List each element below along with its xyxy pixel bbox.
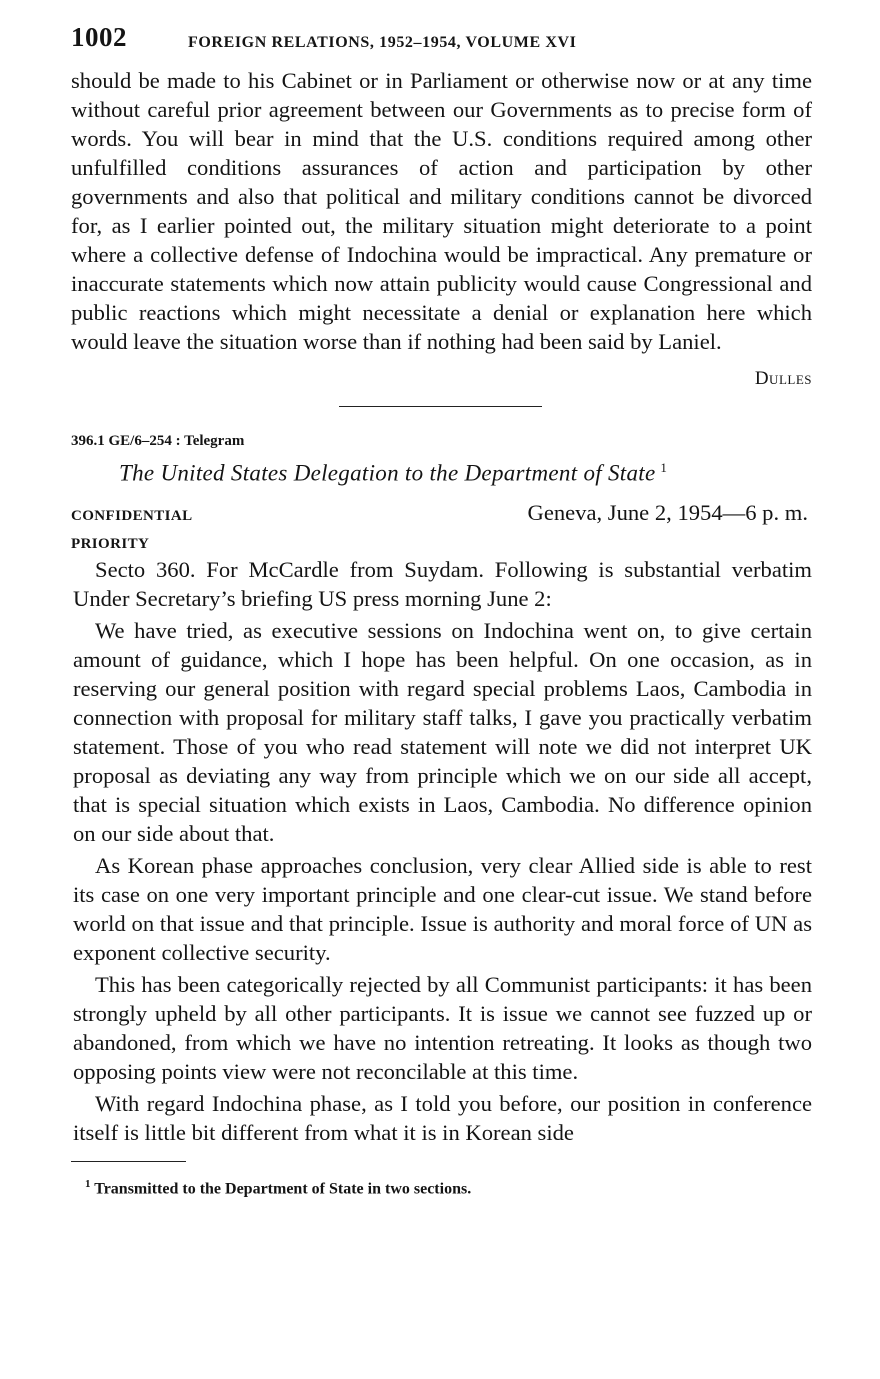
running-title: FOREIGN RELATIONS, 1952–1954, VOLUME XVI xyxy=(188,34,577,51)
telegram-paragraph: This has been categorically rejected by all Communist participants: it has been strongly upheld by all other participants. It is issue we cannot see fuzzed up or abandoned, from which we have no intention retreating. It looks as though two opposing points view were not reconcilable at this time. xyxy=(73,971,812,1084)
document-title xyxy=(71,460,812,487)
continued-paragraph: should be made to his Cabinet or in Parliament or otherwise now or at any time without careful prior agreement between our Governments as to precise form of words. You will bear in mind that the U.S. conditions required among other unfulfilled conditions assurances of action and participation by other governments and also that political and military conditions cannot be divorced for, as I earlier pointed out, the military situation might deteriorate to a point where a collective defense of Indochina would be impractical. Any premature or inaccurate statements which now attain publicity would cause Congressional and public reactions which might necessitate a denial or explanation here which would leave the situation worse than if nothing had been said by Laniel. xyxy=(71,68,812,354)
file-reference: 396.1 GE/6–254 : Telegram xyxy=(71,433,245,449)
running-header xyxy=(71,22,812,66)
footnote-marker: 1 xyxy=(660,460,668,475)
footnote xyxy=(71,1178,812,1198)
page-number: 1002 xyxy=(71,22,127,52)
classification-label: CONFIDENTIAL xyxy=(71,507,193,524)
footnote-text: Transmitted to the Department of State in two sections. xyxy=(94,1179,472,1197)
footnote-rule xyxy=(71,1161,186,1162)
dateline: Geneva, June 2, 1954—6 p. m. xyxy=(527,499,808,525)
telegram-body xyxy=(71,555,812,1147)
telegram-paragraph: We have tried, as executive sessions on Indochina went on, to give certain amount of guidance, which I hope has been helpful. On one occasion, as in reserving our general position with regard special problems Laos, Cambodia in connection with proposal for military staff talks, I gave you practically verbatim statement. Those of you who read statement will note we did not interpret UK proposal as deviating any way from principle which we on our side all accept, that is special situation which exists in Laos, Cambodia. No difference opinion on our side about that. xyxy=(73,617,812,846)
document-page xyxy=(71,22,812,1198)
footnote-number: 1 xyxy=(85,1177,91,1190)
section-divider xyxy=(339,406,542,407)
telegram-paragraph: With regard Indochina phase, as I told you before, our position in conference itself is little bit different from what it is in Korean side xyxy=(73,1090,812,1145)
document-title-text: The United States Delegation to the Department of State xyxy=(119,460,656,486)
precedence-label: PRIORITY xyxy=(71,535,150,552)
telegram-paragraph: As Korean phase approaches conclusion, very clear Allied side is able to rest its case on one very important principle and one clear-cut issue. We stand before world on that issue and that principle. Issue is authority and moral force of UN as exponent collective security. xyxy=(73,852,812,965)
telegram-paragraph: Secto 360. For McCardle from Suydam. Following is substantial verbatim Under Secretary’s briefing US press morning June 2: xyxy=(73,556,812,611)
telegram-meta xyxy=(71,499,812,555)
signature: Dulles xyxy=(754,368,812,389)
